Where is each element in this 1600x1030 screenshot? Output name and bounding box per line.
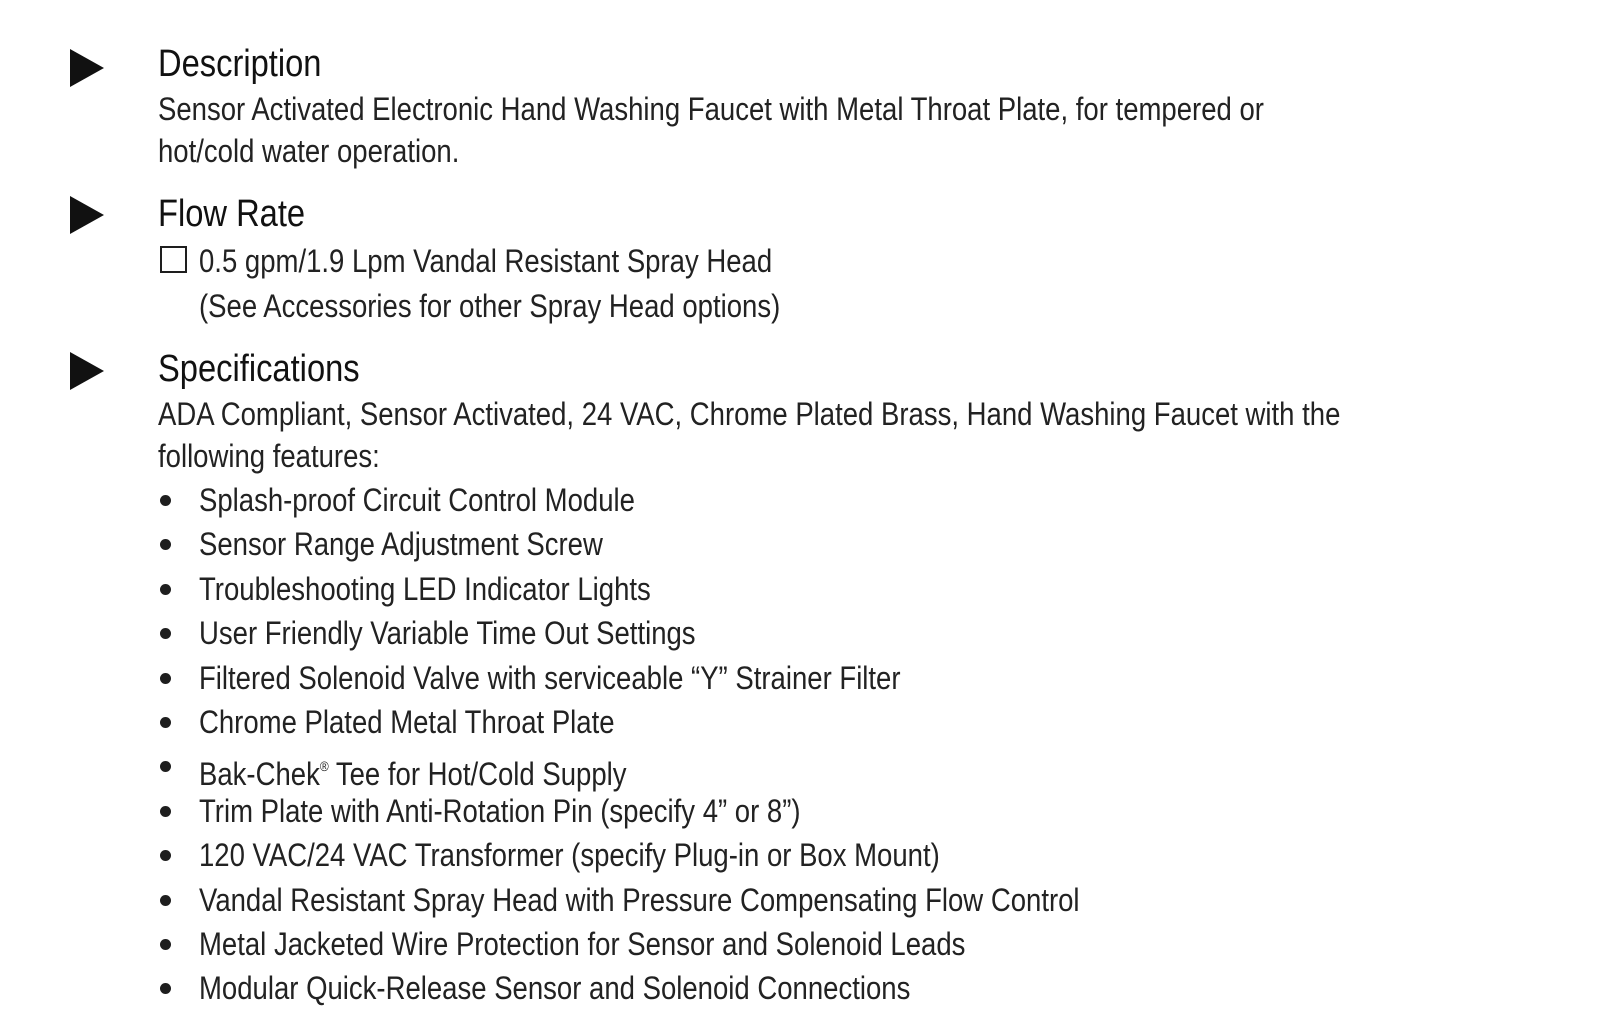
list-item <box>0 966 1400 1010</box>
bullet-icon <box>160 806 171 817</box>
list-item <box>0 567 1400 611</box>
description-line-1: Sensor Activated Electronic Hand Washing Faucet with Metal Throat Plate, for tempered or <box>158 91 1264 127</box>
bullet-icon <box>160 983 171 994</box>
specifications-line-1: ADA Compliant, Sensor Activated, 24 VAC, Chrome Plated Brass, Hand Washing Faucet with the <box>158 396 1341 432</box>
bullet-icon <box>160 539 171 550</box>
bullet-icon <box>160 584 171 595</box>
list-item <box>0 478 1400 522</box>
list-item <box>0 656 1400 700</box>
bullet-icon <box>160 673 171 684</box>
list-item <box>0 789 1400 833</box>
bullet-icon <box>160 761 171 772</box>
feature-text: Splash-proof Circuit Control Module <box>199 482 635 518</box>
specifications-line-2: following features: <box>158 438 380 474</box>
feature-text: Filtered Solenoid Valve with serviceable “Y” Strainer Filter <box>199 659 901 696</box>
feature-text: Vandal Resistant Spray Head with Pressure Compensating Flow Control <box>199 881 1080 918</box>
features-list <box>0 478 1400 1011</box>
list-item <box>0 922 1400 966</box>
arrow-right-icon <box>70 352 104 390</box>
description-heading: Description <box>158 43 322 85</box>
list-item <box>0 878 1400 922</box>
list-item <box>0 700 1400 744</box>
arrow-right-icon <box>70 196 104 234</box>
bullet-icon <box>160 850 171 861</box>
feature-text: Sensor Range Adjustment Screw <box>199 526 603 563</box>
list-item <box>0 833 1400 877</box>
arrow-right-icon <box>70 49 104 87</box>
specifications-heading: Specifications <box>158 348 360 390</box>
feature-text: Trim Plate with Anti-Rotation Pin (specify 4” or 8”) <box>199 792 801 829</box>
feature-text: Troubleshooting LED Indicator Lights <box>199 570 651 607</box>
flow-rate-heading: Flow Rate <box>158 193 306 235</box>
list-item <box>0 522 1400 566</box>
bullet-icon <box>160 628 171 639</box>
feature-text: Metal Jacketed Wire Protection for Sensor and Solenoid Leads <box>199 925 966 962</box>
bullet-icon <box>160 495 171 506</box>
bakchek-rest: Tee for Hot/Cold Supply <box>328 756 627 793</box>
feature-text: Chrome Plated Metal Throat Plate <box>199 703 615 740</box>
bullet-icon <box>160 895 171 906</box>
list-item <box>0 611 1400 655</box>
bakchek-name: Bak-Chek <box>199 756 320 793</box>
list-item <box>0 744 1400 793</box>
flow-rate-checkbox[interactable] <box>160 246 187 273</box>
feature-text: Modular Quick-Release Sensor and Solenoid Connections <box>199 970 911 1007</box>
feature-text: User Friendly Variable Time Out Settings <box>199 615 696 652</box>
flow-rate-option-label: 0.5 gpm/1.9 Lpm Vandal Resistant Spray Head <box>199 243 773 279</box>
feature-text: 120 VAC/24 VAC Transformer (specify Plug-in or Box Mount) <box>199 837 940 874</box>
bullet-icon <box>160 717 171 728</box>
bullet-icon <box>160 939 171 950</box>
registered-mark: ® <box>319 758 329 775</box>
description-line-2: hot/cold water operation. <box>158 133 460 169</box>
flow-rate-note: (See Accessories for other Spray Head options) <box>199 288 781 324</box>
